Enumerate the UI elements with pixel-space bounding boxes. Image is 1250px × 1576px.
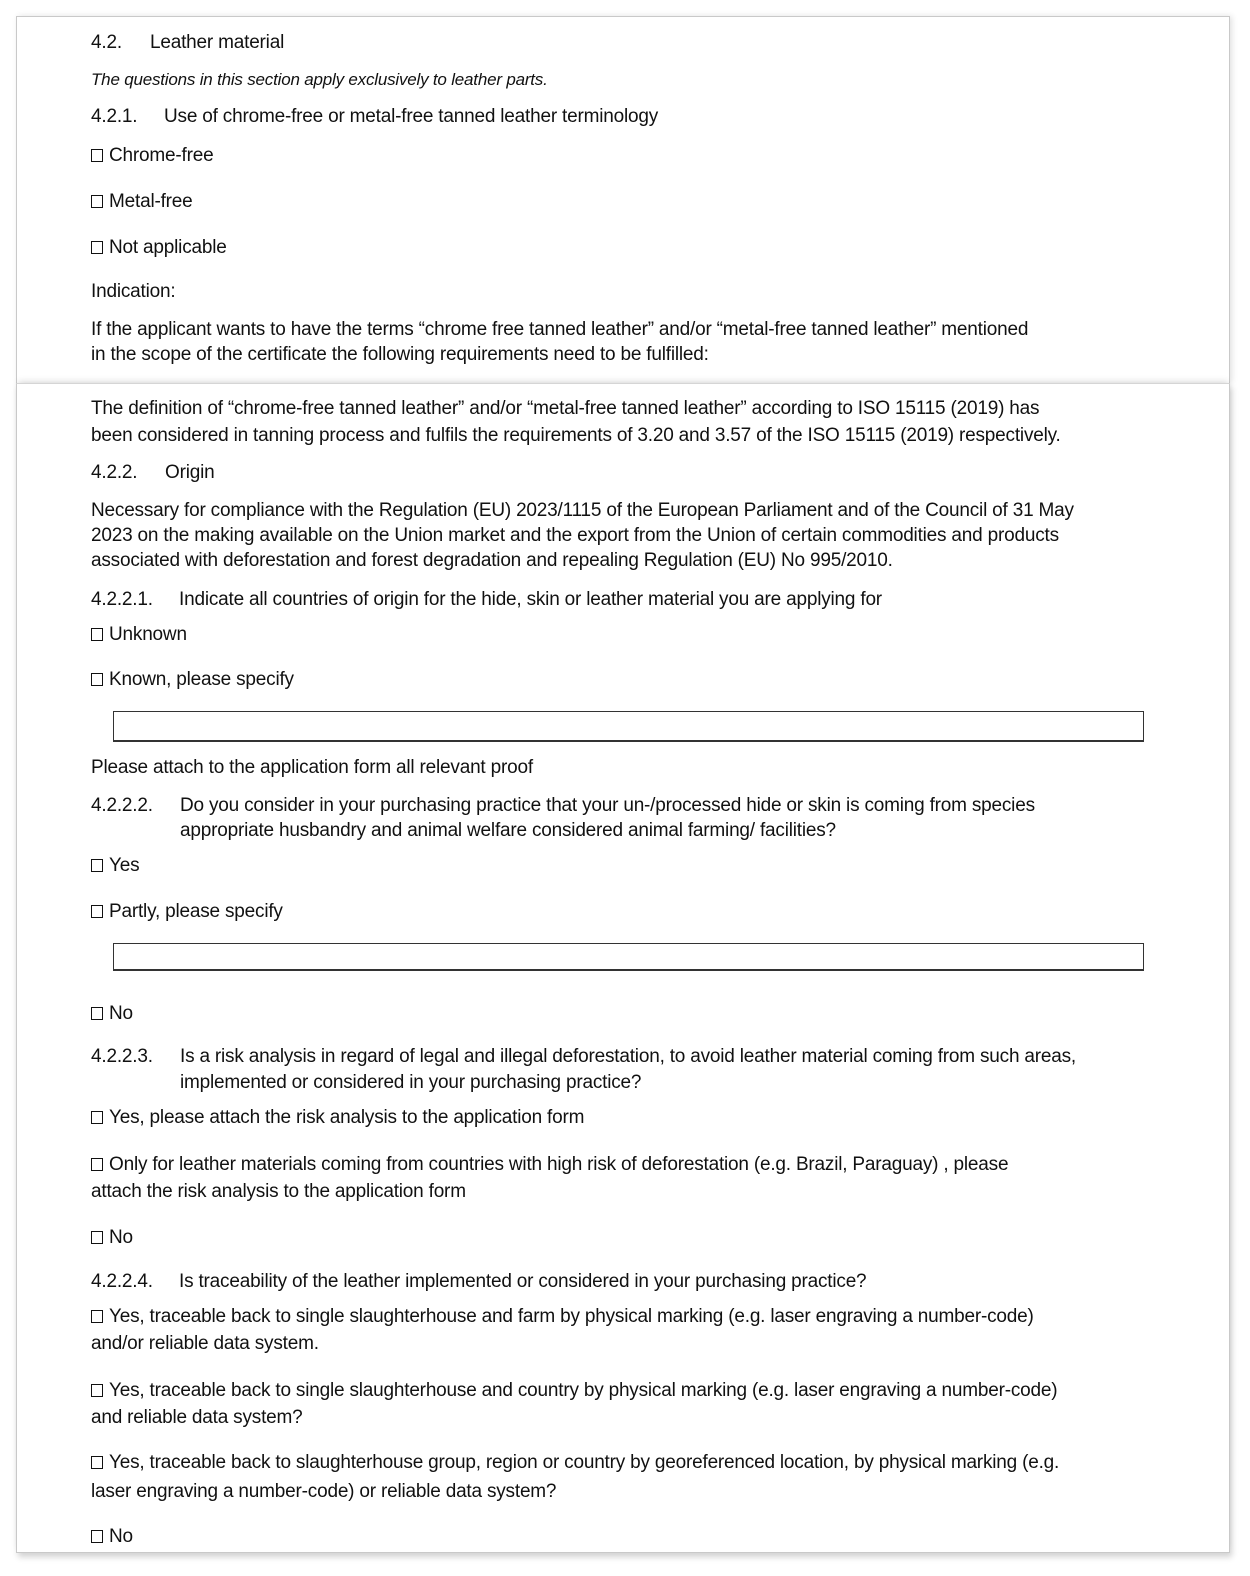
option-label: No (109, 1227, 133, 1248)
q4223-title-line1: Is a risk analysis in regard of legal and illegal deforestation, to avoid leather material coming from such areas, (180, 1046, 1077, 1067)
checkbox-risk-high-risk-only[interactable] (91, 1152, 1008, 1178)
q422-text-line2: 2023 on the making available on the Union market and the export from the Union of certain commodities and products (91, 525, 1059, 546)
checkbox-no[interactable] (91, 1001, 133, 1027)
checkbox-icon[interactable] (91, 1456, 103, 1469)
q4223-number: 4.2.2.3. (91, 1046, 153, 1067)
checkbox-icon[interactable] (91, 1007, 103, 1020)
checkbox-risk-no[interactable] (91, 1225, 133, 1251)
q4221-title: Indicate all countries of origin for the hide, skin or leather material you are applying for (179, 589, 882, 610)
option-label: Yes, traceable back to single slaughterhouse and farm by physical marking (e.g. laser engraving a number-code) (109, 1306, 1034, 1327)
checkbox-risk-yes[interactable] (91, 1105, 584, 1131)
q4222-title-line1: Do you consider in your purchasing practice that your un-/processed hide or skin is coming from species (180, 795, 1035, 816)
checkbox-not-applicable[interactable] (91, 235, 227, 261)
section-title: Leather material (150, 32, 285, 53)
checkbox-yes[interactable] (91, 853, 139, 879)
checkbox-icon[interactable] (91, 1310, 103, 1323)
checkbox-icon[interactable] (91, 1530, 103, 1543)
q421-title: Use of chrome-free or metal-free tanned leather terminology (164, 106, 659, 127)
checkbox-icon[interactable] (91, 195, 103, 208)
q4221-number: 4.2.2.1. (91, 589, 153, 610)
q4224-heading (91, 1269, 866, 1295)
checkbox-icon[interactable] (91, 1111, 103, 1124)
checkbox-icon[interactable] (91, 859, 103, 872)
option-continuation: and reliable data system? (91, 1407, 303, 1428)
option-continuation: attach the risk analysis to the application form (91, 1181, 466, 1202)
indication-text-line2: in the scope of the certificate the following requirements need to be fulfilled: (91, 344, 709, 365)
option-label: Not applicable (109, 237, 227, 258)
checkbox-trace-country[interactable] (91, 1378, 1057, 1404)
option-label: Yes, please attach the risk analysis to the application form (109, 1107, 585, 1128)
checkbox-trace-group[interactable] (91, 1450, 1059, 1476)
q421-heading (91, 104, 658, 130)
option-label: Unknown (109, 624, 187, 645)
attach-proof-note: Please attach to the application form all relevant proof (91, 757, 533, 778)
option-label: Only for leather materials coming from countries with high risk of deforestation (e.g. Brazil, Paraguay) , please (109, 1154, 1009, 1175)
section-heading (91, 30, 284, 56)
q4223-title-line2: implemented or considered in your purchasing practice? (180, 1072, 642, 1093)
checkbox-unknown[interactable] (91, 622, 187, 648)
checkbox-icon[interactable] (91, 628, 103, 641)
option-label: Metal-free (109, 191, 193, 212)
q422-number: 4.2.2. (91, 462, 138, 483)
checkbox-known[interactable] (91, 667, 294, 693)
indication-label: Indication: (91, 281, 176, 302)
q4221-heading (91, 587, 882, 613)
option-label: Yes (109, 855, 140, 876)
indication-text-line1: If the applicant wants to have the terms “chrome free tanned leather” and/or “metal-free tanned leather” mentioned (91, 319, 1029, 340)
option-label: Known, please specify (109, 669, 294, 690)
option-label: Yes, traceable back to slaughterhouse group, region or country by georeferenced location, by physical marking (e.g. (109, 1452, 1060, 1473)
q4222-number: 4.2.2.2. (91, 795, 153, 816)
definition-text-line1: The definition of “chrome-free tanned leather” and/or “metal-free tanned leather” according to ISO 15115 (2019) has (91, 398, 1040, 419)
q422-title: Origin (165, 462, 215, 483)
checkbox-icon[interactable] (91, 1231, 103, 1244)
option-label: Chrome-free (109, 145, 214, 166)
checkbox-trace-no[interactable] (91, 1524, 133, 1550)
checkbox-trace-farm[interactable] (91, 1304, 1034, 1330)
q422-text-line1: Necessary for compliance with the Regulation (EU) 2023/1115 of the European Parliament and of the Council of 31 May (91, 500, 1074, 521)
option-continuation: and/or reliable data system. (91, 1333, 319, 1354)
checkbox-chrome-free[interactable] (91, 143, 213, 169)
q421-number: 4.2.1. (91, 106, 138, 127)
section-number: 4.2. (91, 32, 122, 53)
checkbox-metal-free[interactable] (91, 189, 193, 215)
checkbox-icon[interactable] (91, 241, 103, 254)
option-label: Partly, please specify (109, 901, 283, 922)
checkbox-icon[interactable] (91, 149, 103, 162)
checkbox-icon[interactable] (91, 905, 103, 918)
checkbox-icon[interactable] (91, 1158, 103, 1171)
countries-of-origin-input[interactable] (113, 711, 1144, 742)
q4224-title: Is traceability of the leather implemented or considered in your purchasing practice? (179, 1271, 867, 1292)
q422-text-line3: associated with deforestation and forest degradation and repealing Regulation (EU) No 995/2010. (91, 550, 893, 571)
q4222-title-line2: appropriate husbandry and animal welfare considered animal farming/ facilities? (180, 820, 836, 841)
section-note: The questions in this section apply exclusively to leather parts. (91, 70, 548, 89)
checkbox-icon[interactable] (91, 673, 103, 686)
checkbox-partly[interactable] (91, 899, 283, 925)
definition-text-line2: been considered in tanning process and fulfils the requirements of 3.20 and 3.57 of the ISO 15115 (2019) respectively. (91, 425, 1061, 446)
option-continuation: laser engraving a number-code) or reliable data system? (91, 1481, 557, 1502)
partly-specify-input[interactable] (113, 943, 1144, 971)
option-label: Yes, traceable back to single slaughterhouse and country by physical marking (e.g. laser engraving a number-code) (109, 1380, 1058, 1401)
q422-heading (91, 460, 214, 486)
checkbox-icon[interactable] (91, 1384, 103, 1397)
q4224-number: 4.2.2.4. (91, 1271, 153, 1292)
option-label: No (109, 1526, 133, 1547)
option-label: No (109, 1003, 133, 1024)
